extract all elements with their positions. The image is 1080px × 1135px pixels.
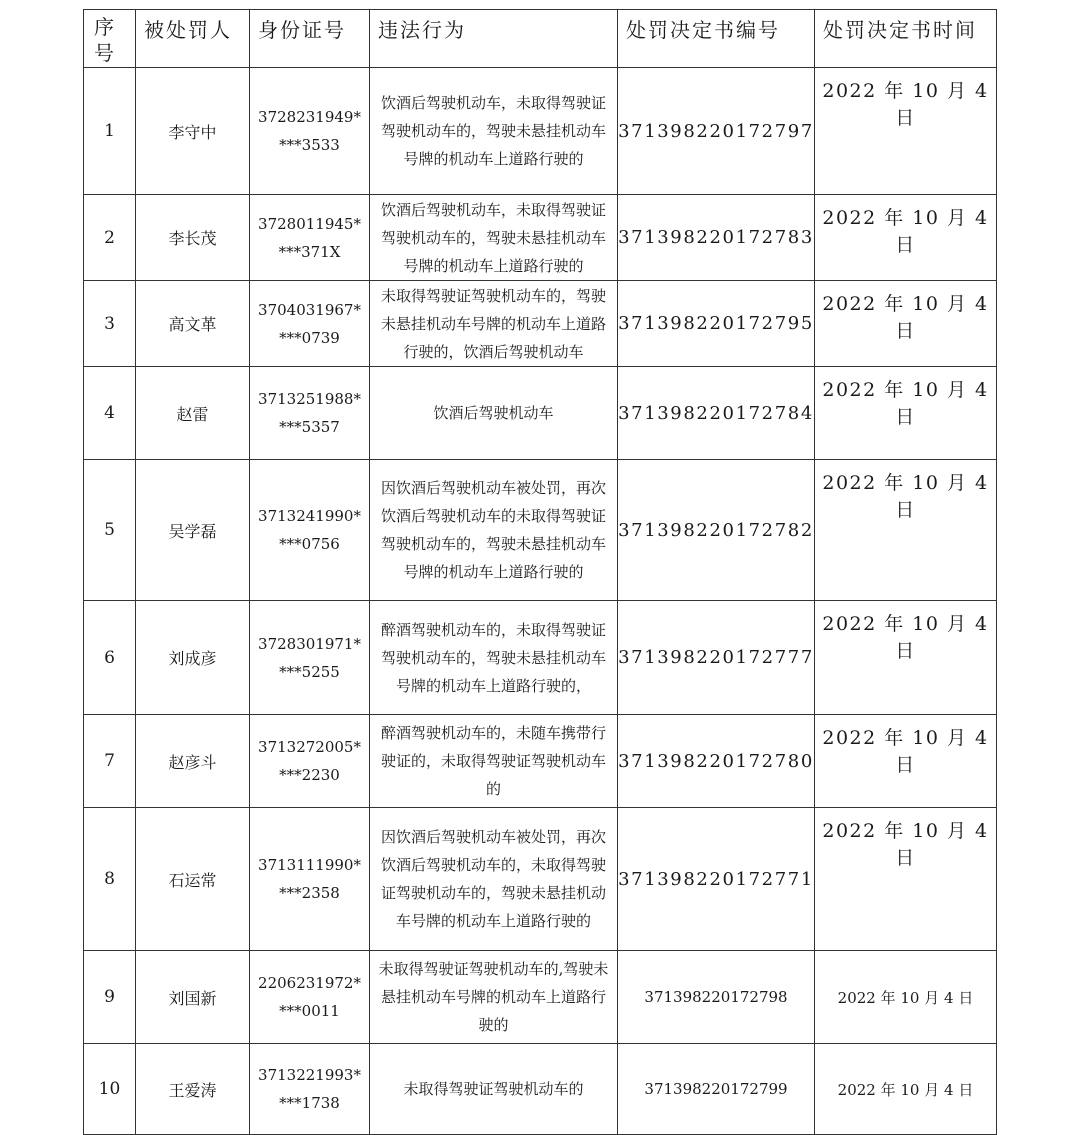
row-id <box>250 367 370 460</box>
row-date: 2022 年 10 月 4 日 <box>815 1044 997 1135</box>
row-id <box>250 195 370 281</box>
row-id-part2: ***0739 <box>279 328 340 347</box>
row-violation: 因饮酒后驾驶机动车被处罚，再次饮酒后驾驶机动车的，未取得驾驶证驾驶机动车的，驾驶未悬挂机动车号牌的机动车上道路行驶的 <box>370 808 618 951</box>
row-date: 2022 年 10 月 4 日 <box>815 195 997 281</box>
row-seq: 6 <box>84 601 136 715</box>
table-row <box>84 1044 997 1135</box>
row-id-part2: ***5255 <box>279 662 340 681</box>
row-date: 2022 年 10 月 4 日 <box>815 715 997 808</box>
row-decision-no: 371398220172780 <box>618 715 815 808</box>
row-seq: 8 <box>84 808 136 951</box>
row-id-part2: ***5357 <box>279 418 340 436</box>
table-row <box>84 951 997 1044</box>
header-seq: 序号 <box>84 10 136 68</box>
row-decision-no: 371398220172799 <box>618 1044 815 1135</box>
row-name: 石运常 <box>136 808 250 951</box>
row-decision-no: 371398220172795 <box>618 281 815 367</box>
row-id <box>250 460 370 601</box>
row-violation: 饮酒后驾驶机动车 <box>370 367 618 460</box>
row-name: 王爱涛 <box>136 1044 250 1135</box>
table-row <box>84 68 997 195</box>
row-id-part1: 3713251988* <box>258 390 361 408</box>
table-row <box>84 601 997 715</box>
row-id-part1: 3713241990* <box>258 507 361 525</box>
row-id-part2: ***1738 <box>279 1094 340 1112</box>
row-seq: 5 <box>84 460 136 601</box>
row-date: 2022 年 10 月 4 日 <box>815 367 997 460</box>
header-name: 被处罚人 <box>136 10 250 68</box>
row-date: 2022 年 10 月 4 日 <box>815 68 997 195</box>
row-decision-no: 371398220172798 <box>618 951 815 1044</box>
row-violation: 饮酒后驾驶机动车，未取得驾驶证驾驶机动车的，驾驶未悬挂机动车号牌的机动车上道路行驶的 <box>370 68 618 195</box>
row-name: 赵彦斗 <box>136 715 250 808</box>
row-decision-no: 371398220172783 <box>618 195 815 281</box>
table-row <box>84 367 997 460</box>
header-decision-no: 处罚决定书编号 <box>618 10 815 68</box>
row-id-part1: 3713272005* <box>258 738 361 756</box>
row-id-part1: 3713221993* <box>258 1066 361 1084</box>
row-id <box>250 1044 370 1135</box>
penalty-table <box>83 9 997 1135</box>
row-id-part1: 3704031967* <box>258 300 361 319</box>
row-seq: 2 <box>84 195 136 281</box>
row-name: 李长茂 <box>136 195 250 281</box>
row-seq: 10 <box>84 1044 136 1135</box>
table-row <box>84 715 997 808</box>
row-decision-no: 371398220172784 <box>618 367 815 460</box>
row-id-part1: 3728301971* <box>258 634 361 653</box>
row-name: 刘成彦 <box>136 601 250 715</box>
row-violation: 未取得驾驶证驾驶机动车的,驾驶未悬挂机动车号牌的机动车上道路行驶的 <box>370 951 618 1044</box>
table-row <box>84 195 997 281</box>
row-date: 2022 年 10 月 4 日 <box>815 808 997 951</box>
row-violation: 未取得驾驶证驾驶机动车的，驾驶未悬挂机动车号牌的机动车上道路行驶的，饮酒后驾驶机动车 <box>370 281 618 367</box>
row-decision-no: 371398220172771 <box>618 808 815 951</box>
row-name: 赵雷 <box>136 367 250 460</box>
row-id-part1: 3728231949* <box>258 108 361 126</box>
row-id-part1: 2206231972* <box>258 974 361 992</box>
header-decision-time: 处罚决定书时间 <box>815 10 997 68</box>
row-id-part1: 3728011945* <box>258 214 361 233</box>
row-id-part2: ***2230 <box>279 766 340 784</box>
row-id <box>250 68 370 195</box>
row-violation: 饮酒后驾驶机动车，未取得驾驶证驾驶机动车的，驾驶未悬挂机动车号牌的机动车上道路行驶的 <box>370 195 618 281</box>
row-id <box>250 281 370 367</box>
header-id: 身份证号 <box>250 10 370 68</box>
row-decision-no: 371398220172797 <box>618 68 815 195</box>
row-id-part2: ***2358 <box>279 884 340 902</box>
header-violation: 违法行为 <box>370 10 618 68</box>
row-seq: 7 <box>84 715 136 808</box>
row-id <box>250 601 370 715</box>
table-row <box>84 808 997 951</box>
table-row <box>84 281 997 367</box>
row-id-part2: ***371X <box>278 242 341 261</box>
row-seq: 9 <box>84 951 136 1044</box>
header-row <box>84 10 997 68</box>
row-violation: 醉酒驾驶机动车的，未取得驾驶证驾驶机动车的，驾驶未悬挂机动车号牌的机动车上道路行驶的， <box>370 601 618 715</box>
row-id <box>250 715 370 808</box>
row-id-part2: ***0011 <box>279 1002 340 1020</box>
row-name: 高文革 <box>136 281 250 367</box>
row-violation: 因饮酒后驾驶机动车被处罚，再次饮酒后驾驶机动车的未取得驾驶证驾驶机动车的，驾驶未悬挂机动车号牌的机动车上道路行驶的 <box>370 460 618 601</box>
row-name: 李守中 <box>136 68 250 195</box>
row-id-part2: ***0756 <box>279 535 340 553</box>
row-date: 2022 年 10 月 4 日 <box>815 951 997 1044</box>
row-date: 2022 年 10 月 4 日 <box>815 460 997 601</box>
row-violation: 醉酒驾驶机动车的，未随车携带行驶证的，未取得驾驶证驾驶机动车的 <box>370 715 618 808</box>
row-id <box>250 951 370 1044</box>
row-date: 2022 年 10 月 4 日 <box>815 281 997 367</box>
row-violation: 未取得驾驶证驾驶机动车的 <box>370 1044 618 1135</box>
row-id <box>250 808 370 951</box>
row-name: 刘国新 <box>136 951 250 1044</box>
row-seq: 3 <box>84 281 136 367</box>
table-row <box>84 460 997 601</box>
row-name: 吴学磊 <box>136 460 250 601</box>
row-decision-no: 371398220172782 <box>618 460 815 601</box>
row-date: 2022 年 10 月 4 日 <box>815 601 997 715</box>
row-seq: 1 <box>84 68 136 195</box>
row-decision-no: 371398220172777 <box>618 601 815 715</box>
row-id-part2: ***3533 <box>279 136 340 154</box>
row-id-part1: 3713111990* <box>258 856 361 874</box>
row-seq: 4 <box>84 367 136 460</box>
